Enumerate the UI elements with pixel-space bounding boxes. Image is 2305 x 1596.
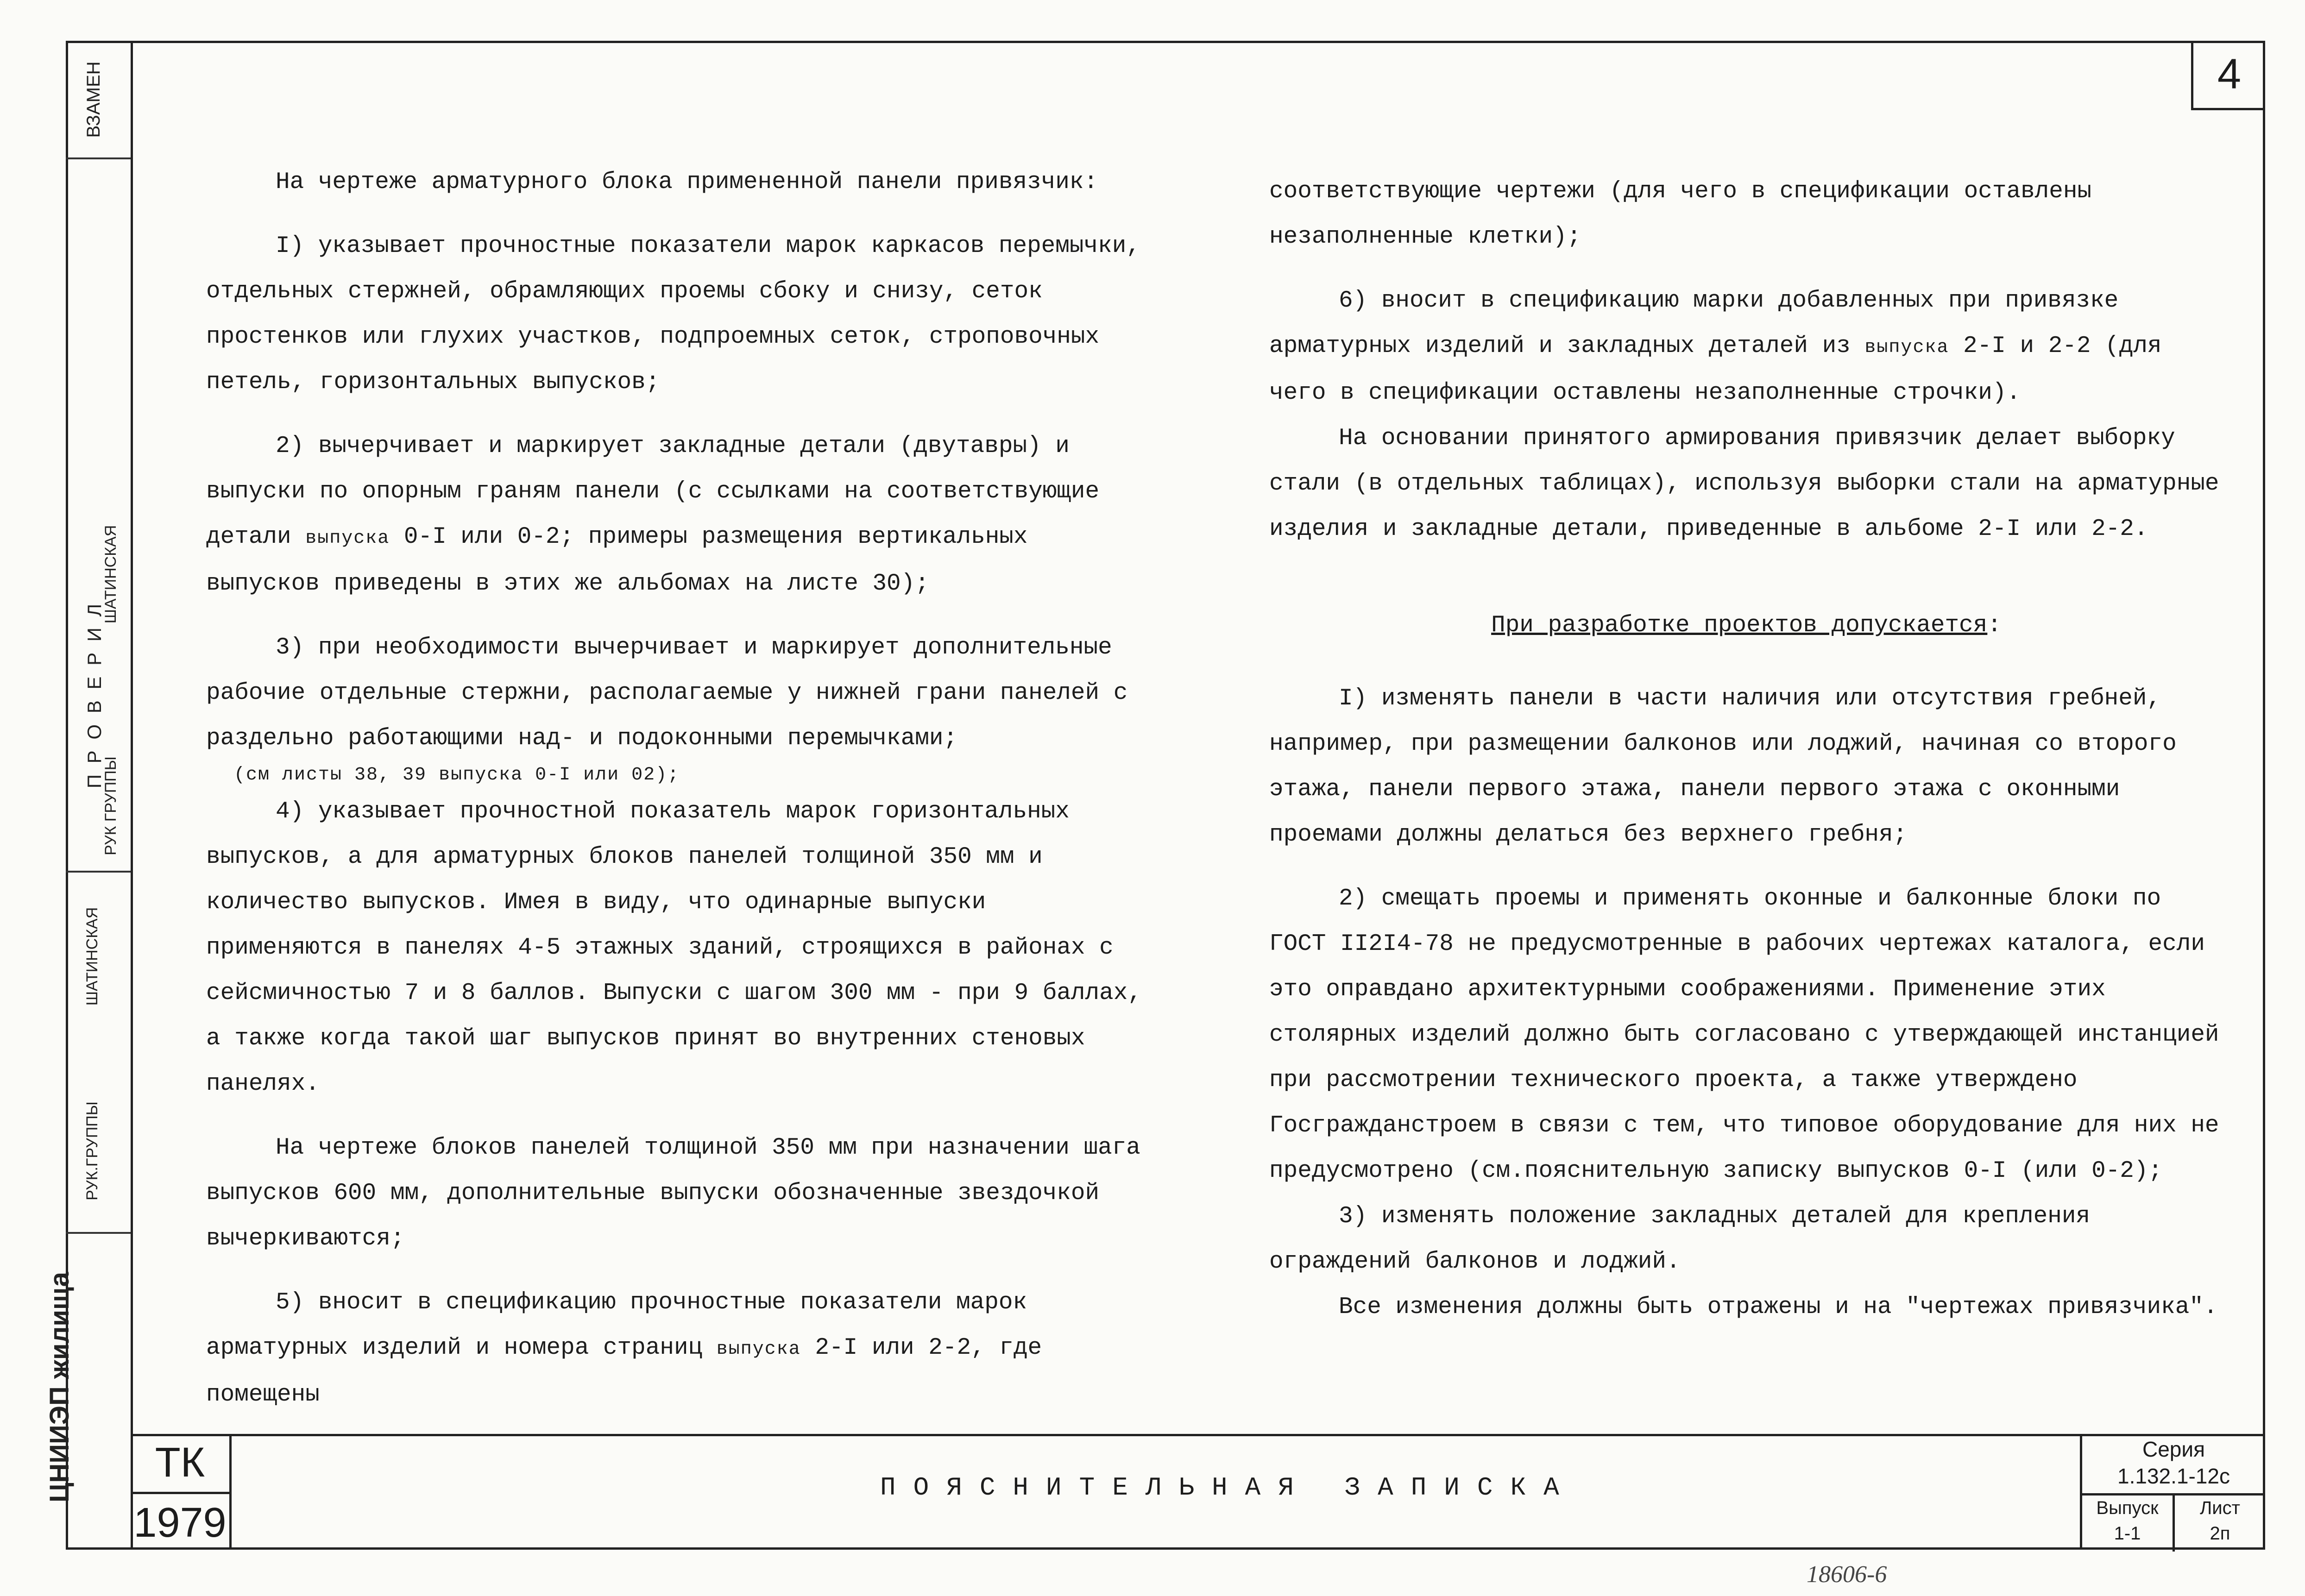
document-title: ПОЯСНИТЕЛЬНАЯ ЗАПИСКА — [880, 1473, 1577, 1502]
text: 6) вносит в спецификацию марки добавленных при привязке арматурных изделий и закладных деталей из — [1269, 288, 2119, 359]
text: При разработке проектов допускается — [1491, 612, 1988, 639]
vypusk-label: Выпуск — [2096, 1498, 2159, 1518]
text: 2-I и 2-2 (для чего в спецификации оставлены незаполненные строчки). — [1269, 333, 2162, 406]
section-heading — [1269, 603, 2223, 648]
text: выпуска — [716, 1339, 801, 1360]
series-cell — [2082, 1434, 2265, 1495]
paragraph: 4) указывает прочностной показатель марок горизонтальных выпусков, а для арматурных блоков панелей толщиной 350 мм и количество выпусков. Имея в виду, что одинарные выпуски применяются в панелях 4-5 этажных зданий, строящихся в районах с сейсмичностью 7 и 8 баллов. Выпуски с шагом 300 мм - при 9 баллах, а также когда такой шаг выпусков принят во внутренних стеновых панелях. — [206, 798, 1142, 1097]
margin-shatinskaya-2: ШАТИНСКАЯ — [83, 907, 101, 1006]
tk-label: ТК — [131, 1434, 229, 1494]
tk-box — [131, 1434, 232, 1550]
margin-divider — [66, 1232, 131, 1234]
text: : — [1987, 612, 2002, 639]
paragraph — [206, 424, 1146, 607]
text: 2-I или 2-2, где помещены — [206, 1335, 1042, 1408]
vypusk-value: 1-1 — [2114, 1523, 2141, 1544]
margin-divider — [66, 871, 131, 873]
margin-divider — [66, 157, 131, 159]
vypusk-cell — [2082, 1495, 2175, 1552]
paragraph: I) указывает прочностные показатели марок каркасов перемычки, отдельных стержней, обрамляющих проемы сбоку и снизу, сеток простенков или глухих участков, подпроемных сеток, строповочных петель, горизонтальных выпусков; — [206, 233, 1140, 396]
sheet-number: 4 — [2191, 41, 2265, 110]
series-box — [2080, 1434, 2265, 1550]
series-value: 1.132.1-12с — [2117, 1464, 2230, 1488]
margin-ruk-gruppy-2: РУК.ГРУППЫ — [83, 1101, 101, 1200]
paragraph: 2) смещать проемы и применять оконные и балконные блоки по ГОСТ II2I4-78 не предусмотренные в рабочих чертежах каталога, если это оправдано архитектурными соображениями. Применение этих столярных изделий должно быть согласовано с утверждающей инстанцией при рассмотрении технического проекта, а также утверждено Госгражданстроем в связи с тем, что типовое оборудование для них не предусмотрено (см.пояснительную записку выпусков 0-I (или 0-2); — [1269, 886, 2219, 1184]
text: выпуска — [1864, 337, 1949, 358]
margin-proveril: П Р О В Е Р И Л — [83, 601, 105, 789]
year-label: 1979 — [133, 1500, 227, 1546]
text: 2) вычерчивает и маркирует закладные детали (двутавры) и выпуски по опорным граням панели (с ссылками на соответствующие детали — [206, 433, 1100, 550]
margin-ruk-gruppy-1: РУК ГРУППЫ — [102, 756, 120, 855]
list-value: 2п — [2210, 1523, 2230, 1544]
paragraph — [1269, 278, 2223, 416]
paragraph: I) изменять панели в части наличия или отсутствия гребней, например, при размещении балконов или лоджий, начиная со второго этажа, панели первого этажа, панели первого этажа с оконными проемами должны делаться без верхнего гребня; — [1269, 685, 2177, 848]
margin-vzamen: ВЗАМЕН — [83, 61, 104, 138]
margin-shatinskaya-1: ШАТИНСКАЯ — [102, 525, 120, 624]
paragraph: На чертеже блоков панелей толщиной 350 мм при назначении шага выпусков 600 мм, дополнительные выпуски обозначенные звездочкой вычеркиваются; — [206, 1135, 1140, 1252]
list-cell — [2175, 1495, 2265, 1552]
archive-number: 18606-6 — [1807, 1561, 1887, 1588]
paragraph-note: (см листы 38, 39 выпуска 0-I или 02); — [234, 765, 680, 785]
list-label: Лист — [2200, 1498, 2240, 1518]
paragraph: 3) при необходимости вычерчивает и маркирует дополнительные рабочие отдельные стержни, располагаемые у нижней грани панелей с раздельно работающими над- и подоконными перемычками; — [206, 635, 1128, 752]
paragraph: На основании принятого армирования привязчик делает выборку стали (в отдельных таблицах), используя выборки стали на арматурные изделия и закладные детали, приведенные в альбоме 2-I или 2-2. — [1269, 425, 2219, 542]
left-column — [206, 160, 1146, 1418]
paragraph: На чертеже арматурного блока примененной панели привязчик: — [276, 169, 1098, 195]
text: выпуска — [305, 528, 390, 549]
text: 0-I или 0-2; примеры размещения вертикальных выпусков приведены в этих же альбомах на листе 30); — [206, 524, 1028, 597]
right-column — [1269, 169, 2223, 1330]
margin-zhilishcha: ЦНИИЭП жилища — [44, 1272, 75, 1502]
paragraph — [206, 1280, 1146, 1418]
text: 5) вносит в спецификацию прочностные показатели марок арматурных изделий и номера страниц — [206, 1289, 1027, 1361]
series-label: Серия — [2142, 1437, 2205, 1461]
paragraph: 3) изменять положение закладных деталей для крепления ограждений балконов и лоджий. — [1269, 1203, 2091, 1275]
paragraph: Все изменения должны быть отражены и на "чертежах привязчика". — [1339, 1294, 2218, 1320]
paragraph: соответствующие чертежи (для чего в спецификации оставлены незаполненные клетки); — [1269, 178, 2092, 250]
